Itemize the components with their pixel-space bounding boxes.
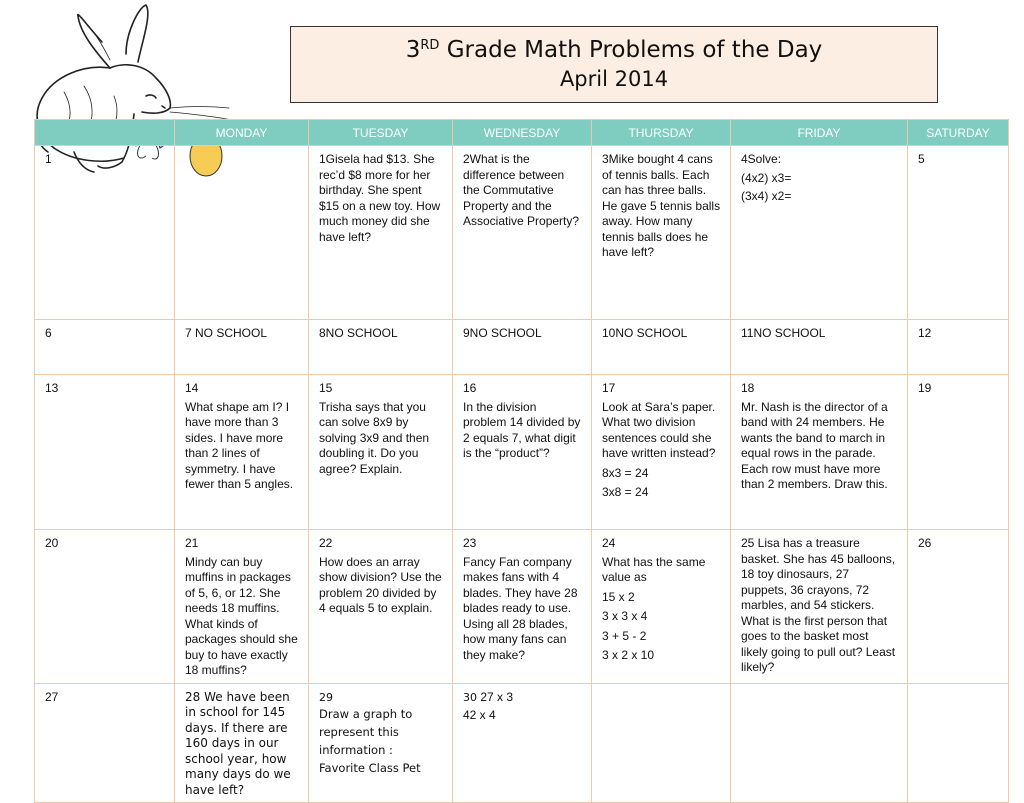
- header-thursday: THURSDAY: [592, 120, 731, 146]
- day-cell-empty: [175, 146, 309, 320]
- day-cell-friday: [731, 375, 908, 530]
- problem-text: Favorite Class Pet: [319, 761, 421, 775]
- problem-text: information :: [319, 743, 393, 757]
- day-number: 14: [185, 381, 199, 395]
- answer-option: 3 x 2 x 10: [602, 648, 655, 662]
- day-number: 21: [185, 536, 199, 550]
- day-cell-tuesday: 8NO SCHOOL: [309, 320, 453, 375]
- header-monday: MONDAY: [175, 120, 309, 146]
- week-row-1: [35, 146, 1009, 320]
- problem-text: 42 x 4: [463, 708, 496, 722]
- title-box: [290, 26, 938, 103]
- day-cell-sunday: 20: [35, 530, 175, 684]
- day-cell-friday: [731, 146, 908, 320]
- problem-text: Fancy Fan company makes fans with 4 blades. They have 28 blades ready to use. Using all 28 blades, how many fans can they make?: [463, 554, 578, 662]
- day-cell-wednesday: 9NO SCHOOL: [453, 320, 592, 375]
- problem-text: represent this: [319, 725, 399, 739]
- day-number: 29: [319, 690, 333, 704]
- day-cell-wednesday: [453, 530, 592, 684]
- answer-option: 3 x 3 x 4: [602, 609, 648, 623]
- day-number: 16: [463, 381, 477, 395]
- day-cell-saturday: 19: [908, 375, 1009, 530]
- header-friday: FRIDAY: [731, 120, 908, 146]
- day-number: 18: [741, 381, 755, 395]
- day-cell-wednesday: [453, 683, 592, 803]
- header-saturday: SATURDAY: [908, 120, 1009, 146]
- day-number: 24: [602, 536, 616, 550]
- week-row-4: [35, 530, 1009, 684]
- answer-option: 3 + 5 - 2: [602, 628, 647, 643]
- day-cell-tuesday: 1Gisela had $13. She rec’d $8 more for her birthday. She spent $15 on a new toy. How much money did she have left?: [309, 146, 453, 320]
- problem-text: Draw a graph to: [319, 707, 413, 721]
- day-cell-saturday: 12: [908, 320, 1009, 375]
- day-cell-1: 1: [35, 146, 175, 320]
- day-cell-thursday: 10NO SCHOOL: [592, 320, 731, 375]
- day-cell-empty: [908, 683, 1009, 803]
- day-cell-sunday: 27: [35, 683, 175, 803]
- day-number: 17: [602, 381, 616, 395]
- problem-text: Trisha says that you can solve 8x9 by solving 3x9 and then doubling it. Do you agree? Explain.: [319, 399, 430, 476]
- day-cell-monday: 28 We have been in school for 145 days. If there are 160 days in our school year, how many days do we have left?: [175, 683, 309, 803]
- day-number: 15: [319, 381, 333, 395]
- page-subtitle: April 2014: [559, 67, 669, 91]
- problem-text: (3x4) x2=: [741, 189, 792, 203]
- problem-text: What has the same value as: [602, 554, 706, 584]
- day-cell-saturday: 26: [908, 530, 1009, 684]
- problem-text: 4Solve:: [741, 152, 782, 166]
- day-cell-monday: 7 NO SCHOOL: [175, 320, 309, 375]
- day-cell-thursday: [592, 530, 731, 684]
- problem-text: (4x2) x3=: [741, 170, 792, 185]
- header-tuesday: TUESDAY: [309, 120, 453, 146]
- answer-option: 15 x 2: [602, 589, 635, 604]
- day-cell-empty: [592, 683, 731, 803]
- day-cell-tuesday: [309, 375, 453, 530]
- week-row-2: [35, 320, 1009, 375]
- problem-text: What shape am I? I have more than 3 sides. I have more than 2 lines of symmetry. I have fewer than 5 angles.: [185, 399, 294, 491]
- calendar-table: [34, 119, 1009, 803]
- day-number: 30: [463, 690, 477, 704]
- header-wednesday: WEDNESDAY: [453, 120, 592, 146]
- header-sunday: [35, 120, 175, 146]
- week-row-3: [35, 375, 1009, 530]
- day-cell-empty: [731, 683, 908, 803]
- page-title: 3RD Grade Math Problems of the Day: [405, 37, 823, 63]
- day-cell-monday: [175, 530, 309, 684]
- equation: 3x8 = 24: [602, 485, 649, 499]
- day-cell-thursday: [592, 375, 731, 530]
- day-cell-sunday: 6: [35, 320, 175, 375]
- day-cell-monday: [175, 375, 309, 530]
- weekday-header-row: [35, 120, 1009, 146]
- day-cell-thursday: 3Mike bought 4 cans of tennis balls. Each can has three balls. He gave 5 tennis balls away. How many tennis balls does he have left?: [592, 146, 731, 320]
- problem-text: Mr. Nash is the director of a band with 24 members. He wants the band to march in equal rows in the parade. Each row must have more than 2 members. Draw this.: [741, 399, 888, 491]
- day-number: 23: [463, 536, 477, 550]
- problem-text: 27 x 3: [477, 689, 514, 704]
- day-cell-friday: 25 Lisa has a treasure basket. She has 45 balloons, 18 toy dinosaurs, 27 puppets, 36 crayons, 72 marbles, and 54 stickers. What is the first person that goes to the basket most likely going to pull out? Least likely?: [731, 530, 908, 684]
- day-cell-saturday: 5: [908, 146, 1009, 320]
- equation: 8x3 = 24: [602, 465, 649, 480]
- day-cell-tuesday: [309, 683, 453, 803]
- day-cell-sunday: 13: [35, 375, 175, 530]
- problem-text: In the division problem 14 divided by 2 equals 7, what digit is the “product”?: [463, 399, 581, 460]
- problem-text: How does an array show division? Use the problem 20 divided by 4 equals 5 to explain.: [319, 554, 442, 615]
- day-cell-wednesday: [453, 375, 592, 530]
- day-cell-tuesday: [309, 530, 453, 684]
- week-row-5: [35, 683, 1009, 803]
- day-cell-friday: 11NO SCHOOL: [731, 320, 908, 375]
- problem-text: Look at Sara’s paper. What two division sentences could she have written instead?: [602, 399, 716, 460]
- day-cell-wednesday: 2What is the difference between the Commutative Property and the Associative Property?: [453, 146, 592, 320]
- problem-text: Mindy can buy muffins in packages of 5, 6, or 12. She needs 18 muffins. What kinds of packages should she buy to have exactly 18 muffins?: [185, 554, 298, 677]
- day-number: 22: [319, 536, 333, 550]
